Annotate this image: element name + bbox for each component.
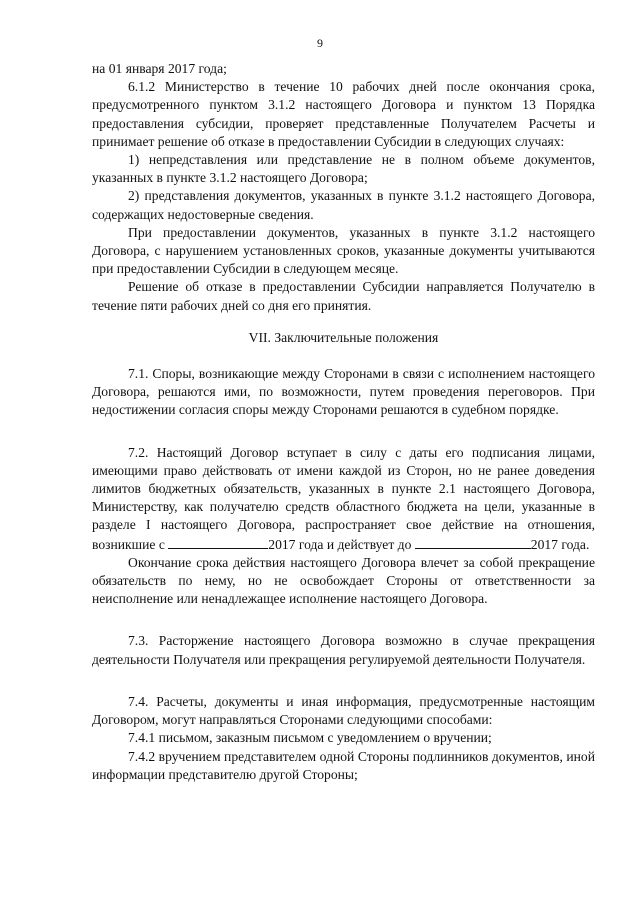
page-number: 9	[317, 36, 323, 50]
paragraph: При предоставлении документов, указанных в пункте 3.1.2 настоящего Договора, с нарушением установленных сроков, указанные документы учитываются при предоставлении Субсидии в следующем месяце.	[92, 224, 595, 277]
date-blank-end	[415, 535, 531, 549]
paragraph-7-2-text: 7.2. Настоящий Договор вступает в силу с даты его подписания лицами, имеющими право действовать от имени каждой из Сторон, но не ранее доведения лимитов бюджетных обязательств, указанных в пункте 2.1 настоящего Договора, Министерству, как получателю средств областного бюджета на цели, указанные в разделе I настоящего Договора, распространяет свое действие на отношения, возникшие с	[92, 444, 595, 552]
paragraph: Решение об отказе в предоставлении Субсидии направляется Получателю в течение пяти рабочих дней со дня его принятия.	[92, 279, 595, 313]
paragraph-7-1: 7.1. Споры, возникающие между Сторонами в связи с исполнением настоящего Договора, решаются ими, по возможности, путем проведения переговоров. При недостижении согласия споры между Сторонами решаются в судебном порядке.	[92, 366, 595, 418]
list-item-1: 1) непредставления или представление не в полном объеме документов, указанных в пункте 3.1.2 настоящего Договора;	[92, 152, 595, 186]
section-heading: VII. Заключительные положения	[248, 329, 439, 345]
date-blank-start	[168, 535, 268, 549]
paragraph-7-4: 7.4. Расчеты, документы и иная информация, предусмотренные настоящим Договором, могут направляться Сторонами следующими способами:	[92, 693, 595, 728]
paragraph: на 01 января 2017 года;	[92, 61, 227, 76]
paragraph-6-1-2: 6.1.2 Министерство в течение 10 рабочих дней после окончания срока, предусмотренного пунктом 3.1.2 настоящего Договора и пунктом 13 Порядка предоставления субсидии, проверяет представленные Получателем Расчеты и принимает решение об отказе в предоставлении Субсидии в следующих случаях:	[92, 79, 595, 149]
list-item-2: 2) представления документов, указанных в пункте 3.1.2 настоящего Договора, содержащих недостоверные сведения.	[92, 188, 595, 222]
paragraph-7-4-1: 7.4.1 письмом, заказным письмом с уведомлением о вручении;	[128, 730, 492, 746]
paragraph-7-4-2: 7.4.2 вручением представителем одной Стороны подлинников документов, иной информации представителю другой Стороны;	[92, 748, 595, 782]
paragraph: Окончание срока действия настоящего Договора влечет за собой прекращение обязательств по нему, но не освобождает Стороны от ответственности за неисполнение или ненадлежащее исполнение настоящего Договора.	[92, 554, 595, 607]
paragraph-7-2-year-end: 2017 года.	[530, 536, 590, 552]
paragraph-7-2	[92, 444, 595, 554]
paragraph-7-3: 7.3. Расторжение настоящего Договора возможно в случае прекращения деятельности Получателя или прекращения регулируемой деятельности Получателя.	[92, 633, 595, 667]
paragraph-7-2-year-start: 2017 года и действует до	[268, 536, 412, 552]
document-body	[92, 60, 595, 784]
